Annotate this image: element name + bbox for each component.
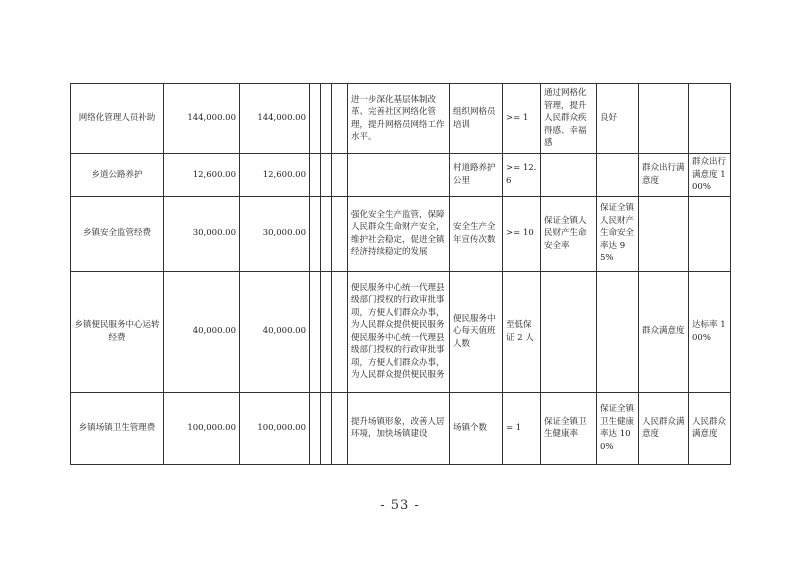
indicator-cell: 便民服务中心每天值班人数 — [450, 271, 503, 392]
effect-cell — [597, 271, 639, 392]
effect-cell: 保证全镇卫生健康率达 100% — [597, 392, 639, 464]
table-row — [71, 392, 731, 464]
empty-cell — [321, 196, 332, 271]
effect-cell: 保证全镇人民财产生命安全率达 95% — [597, 196, 639, 271]
goal-cell: 进一步深化基层体制改革、完善社区网络化管理，提升网格员网络工作水平。 — [348, 84, 450, 154]
satisfaction-indicator-cell: 群众满意度 — [639, 271, 689, 392]
empty-cell — [332, 271, 348, 392]
project-name-cell: 乡镇便民服务中心运转经费 — [71, 271, 164, 392]
amount-cell: 12,600.00 — [240, 154, 310, 197]
satisfaction-value-cell — [689, 84, 731, 154]
measure-cell — [541, 154, 597, 197]
empty-cell — [310, 196, 321, 271]
project-name-cell: 乡镇场镇卫生管理费 — [71, 392, 164, 464]
target-cell: >= 12.6 — [503, 154, 541, 197]
satisfaction-indicator-cell: 群众出行满意度 — [639, 154, 689, 197]
indicator-cell: 村道路养护公里 — [450, 154, 503, 197]
target-cell: 至低保证 2 人 — [503, 271, 541, 392]
goal-cell: 便民服务中心统一代理县级部门授权的行政审批事项，方便人们群众办事，为人民群众提供便民服务便民服务中心统一代理县级部门授权的行政审批事项，方便人们群众办事，为人民群众提供便民服务 — [348, 271, 450, 392]
empty-cell — [332, 154, 348, 197]
project-name-cell: 乡镇安全监管经费 — [71, 196, 164, 271]
effect-cell: 良好 — [597, 84, 639, 154]
budget-table — [70, 83, 731, 465]
project-name-cell: 乡道公路养护 — [71, 154, 164, 197]
amount-cell: 144,000.00 — [240, 84, 310, 154]
empty-cell — [310, 271, 321, 392]
empty-cell — [321, 392, 332, 464]
empty-cell — [332, 84, 348, 154]
amount-cell: 40,000.00 — [240, 271, 310, 392]
amount-cell: 40,000.00 — [164, 271, 240, 392]
target-cell: = 1 — [503, 392, 541, 464]
indicator-cell: 安全生产全年宣传次数 — [450, 196, 503, 271]
table-row — [71, 271, 731, 392]
measure-cell — [541, 271, 597, 392]
target-cell: >= 1 — [503, 84, 541, 154]
empty-cell — [321, 84, 332, 154]
target-cell: >= 10 — [503, 196, 541, 271]
satisfaction-value-cell: 达标率 100% — [689, 271, 731, 392]
satisfaction-value-cell: 人民群众满意度 — [689, 392, 731, 464]
amount-cell: 144,000.00 — [164, 84, 240, 154]
page-number: - 53 - — [380, 498, 420, 513]
table-row — [71, 196, 731, 271]
goal-cell: 强化安全生产监管，保障人民群众生命财产安全，维护社会稳定，促进全镇经济持续稳定的发展 — [348, 196, 450, 271]
amount-cell: 12,600.00 — [164, 154, 240, 197]
amount-cell: 100,000.00 — [164, 392, 240, 464]
goal-cell — [348, 154, 450, 197]
empty-cell — [332, 392, 348, 464]
satisfaction-indicator-cell: 人民群众满意度 — [639, 392, 689, 464]
empty-cell — [321, 154, 332, 197]
empty-cell — [310, 392, 321, 464]
measure-cell: 通过网格化管理，提升人民群众疾得感、幸福感 — [541, 84, 597, 154]
indicator-cell: 组织网格员培训 — [450, 84, 503, 154]
satisfaction-value-cell: 群众出行满意度 100% — [689, 154, 731, 197]
project-name-cell: 网络化管理人员补助 — [71, 84, 164, 154]
empty-cell — [310, 154, 321, 197]
amount-cell: 30,000.00 — [240, 196, 310, 271]
empty-cell — [310, 84, 321, 154]
measure-cell: 保证全镇人民财产生命安全率 — [541, 196, 597, 271]
satisfaction-value-cell — [689, 196, 731, 271]
indicator-cell: 场镇个数 — [450, 392, 503, 464]
goal-cell: 提升场镇形象，改善人居环境，加快场镇建设 — [348, 392, 450, 464]
empty-cell — [332, 196, 348, 271]
empty-cell — [321, 271, 332, 392]
satisfaction-indicator-cell — [639, 84, 689, 154]
amount-cell: 100,000.00 — [240, 392, 310, 464]
table-row — [71, 84, 731, 154]
measure-cell: 保证全镇卫生健康率 — [541, 392, 597, 464]
amount-cell: 30,000.00 — [164, 196, 240, 271]
effect-cell — [597, 154, 639, 197]
table-row — [71, 154, 731, 197]
satisfaction-indicator-cell — [639, 196, 689, 271]
